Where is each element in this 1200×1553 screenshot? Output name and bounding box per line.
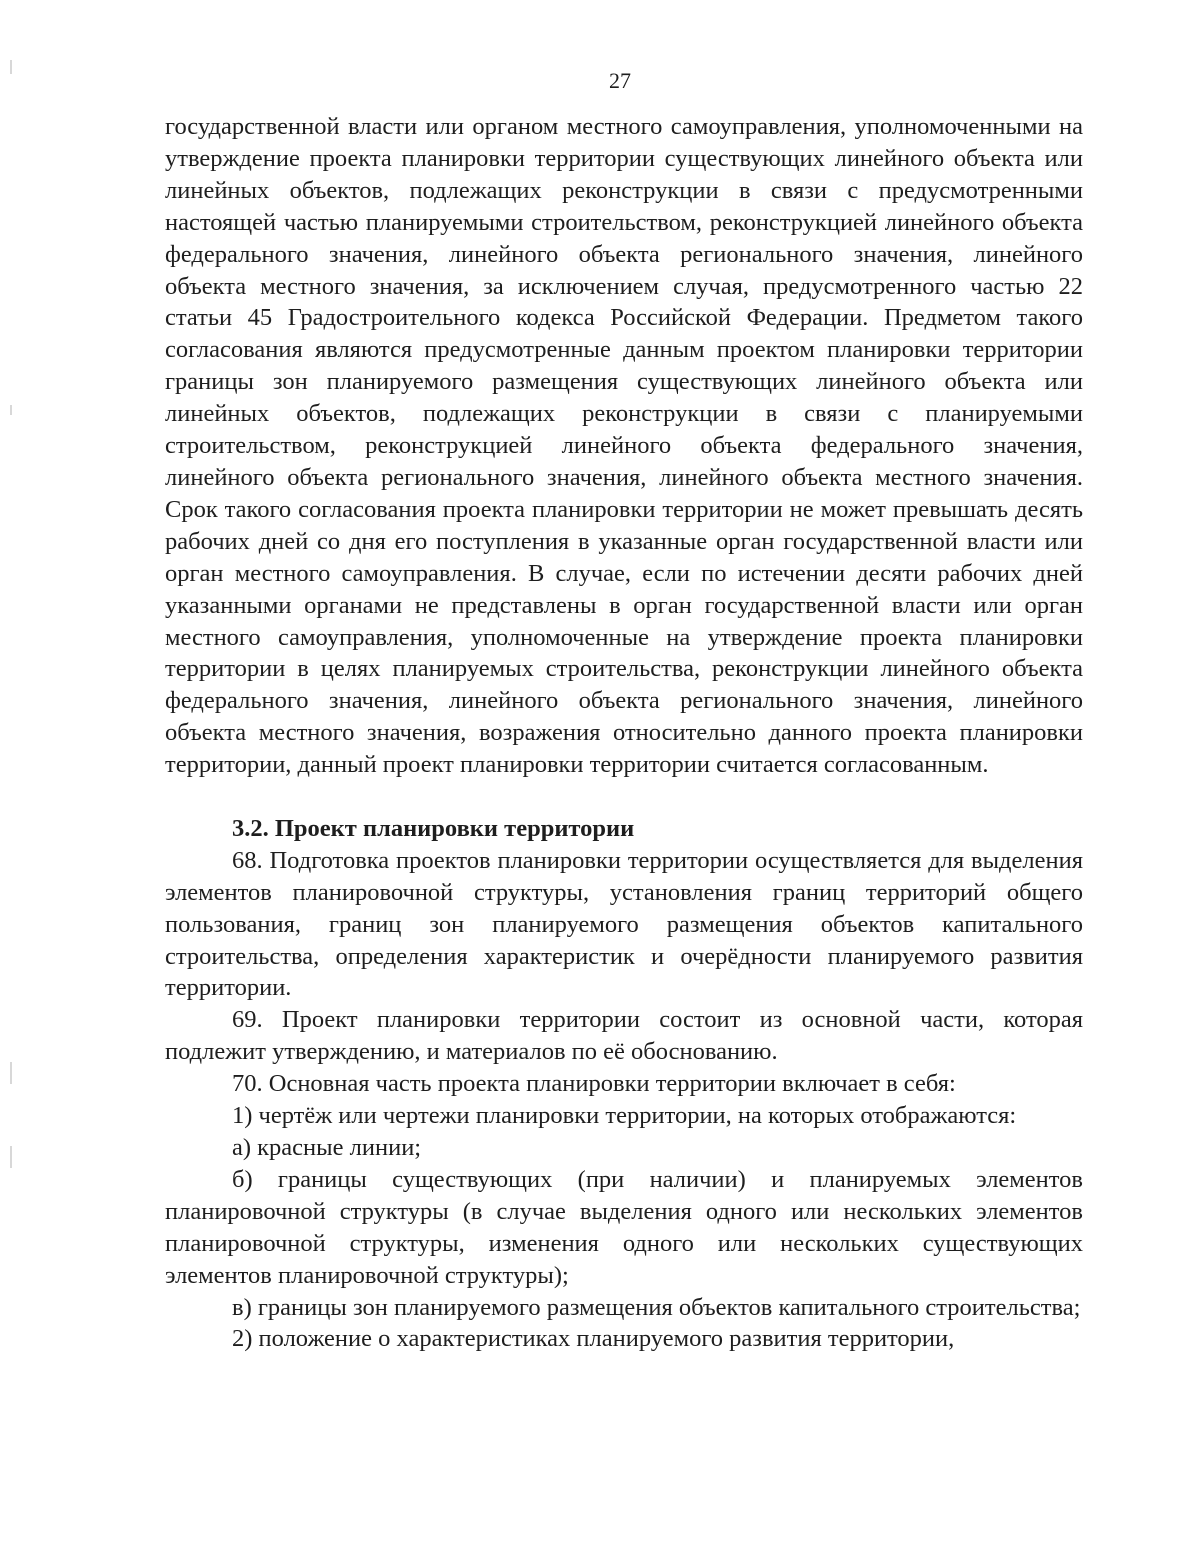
list-item-a: а) красные линии; [232, 1133, 422, 1161]
continuation-paragraph: государственной власти или органом местного самоуправления, уполномоченными на утверждение проекта планировки территории существующих линейного объекта или линейных объектов, подлежащих реконструкции в связи с предусмотренными настоящей частью планируемыми строительством, реконструкцией линейного объекта федерального значения, линейного объекта регионального значения, линейного объекта местного значения, за исключением случая, предусмотренного частью 22 статьи 45 Градостроительного кодекса Российской Федерации. Предметом такого согласования являются предусмотренные данным проектом планировки территории границы зон планируемого размещения существующих линейного объекта или линейных объектов, подлежащих реконструкции в связи с планируемыми строительством, реконструкцией линейного объекта федерального значения, линейного объекта регионального значения, линейного объекта местного значения. Срок такого согласования проекта планировки территории не может превышать десять рабочих дней со дня его поступления в указанные орган государственной власти или орган местного самоуправления. В случае, если по истечении десяти рабочих дней указанными органами не представлены в орган государственной власти или орган местного самоуправления, уполномоченные на утверждение проекта планировки территории в целях планируемых строительства, реконструкции линейного объекта федерального значения, линейного объекта регионального значения, линейного объекта местного значения, возражения относительно данного проекта планировки территории, данный проект планировки территории считается согласованным. [165, 113, 1083, 779]
paragraph-68: 68. Подготовка проектов планировки территории осуществляется для выделения элементов планировочной структуры, установления границ территорий общего пользования, границ зон планируемого размещения объектов капитального строительства, определения характеристик и очерёдности планируемого развития территории. [165, 846, 1083, 1002]
scan-margin-mark [10, 1146, 12, 1168]
list-item-2: 2) положение о характеристиках планируемого развития территории, [232, 1325, 955, 1353]
section-heading: 3.2. Проект планировки территории [232, 814, 635, 842]
paragraph-70: 70. Основная часть проекта планировки территории включает в себя: [232, 1070, 956, 1098]
list-item-1: 1) чертёж или чертежи планировки территории, на которых отображаются: [232, 1102, 1017, 1130]
paragraph-69: 69. Проект планировки территории состоит из основной части, которая подлежит утверждению, и материалов по её обоснованию. [165, 1006, 1083, 1066]
page-number: 27 [609, 68, 631, 93]
list-item-b: б) границы существующих (при наличии) и планируемых элементов планировочной структуры (в случае выделения одного или нескольких элементов планировочной структуры, изменения одного или нескольких существующих элементов планировочной структуры); [165, 1165, 1083, 1289]
scan-margin-mark [10, 1062, 12, 1084]
scan-margin-mark [10, 405, 12, 415]
document-body [165, 111, 1083, 1355]
list-item-v: в) границы зон планируемого размещения объектов капитального строительства; [232, 1293, 1081, 1321]
